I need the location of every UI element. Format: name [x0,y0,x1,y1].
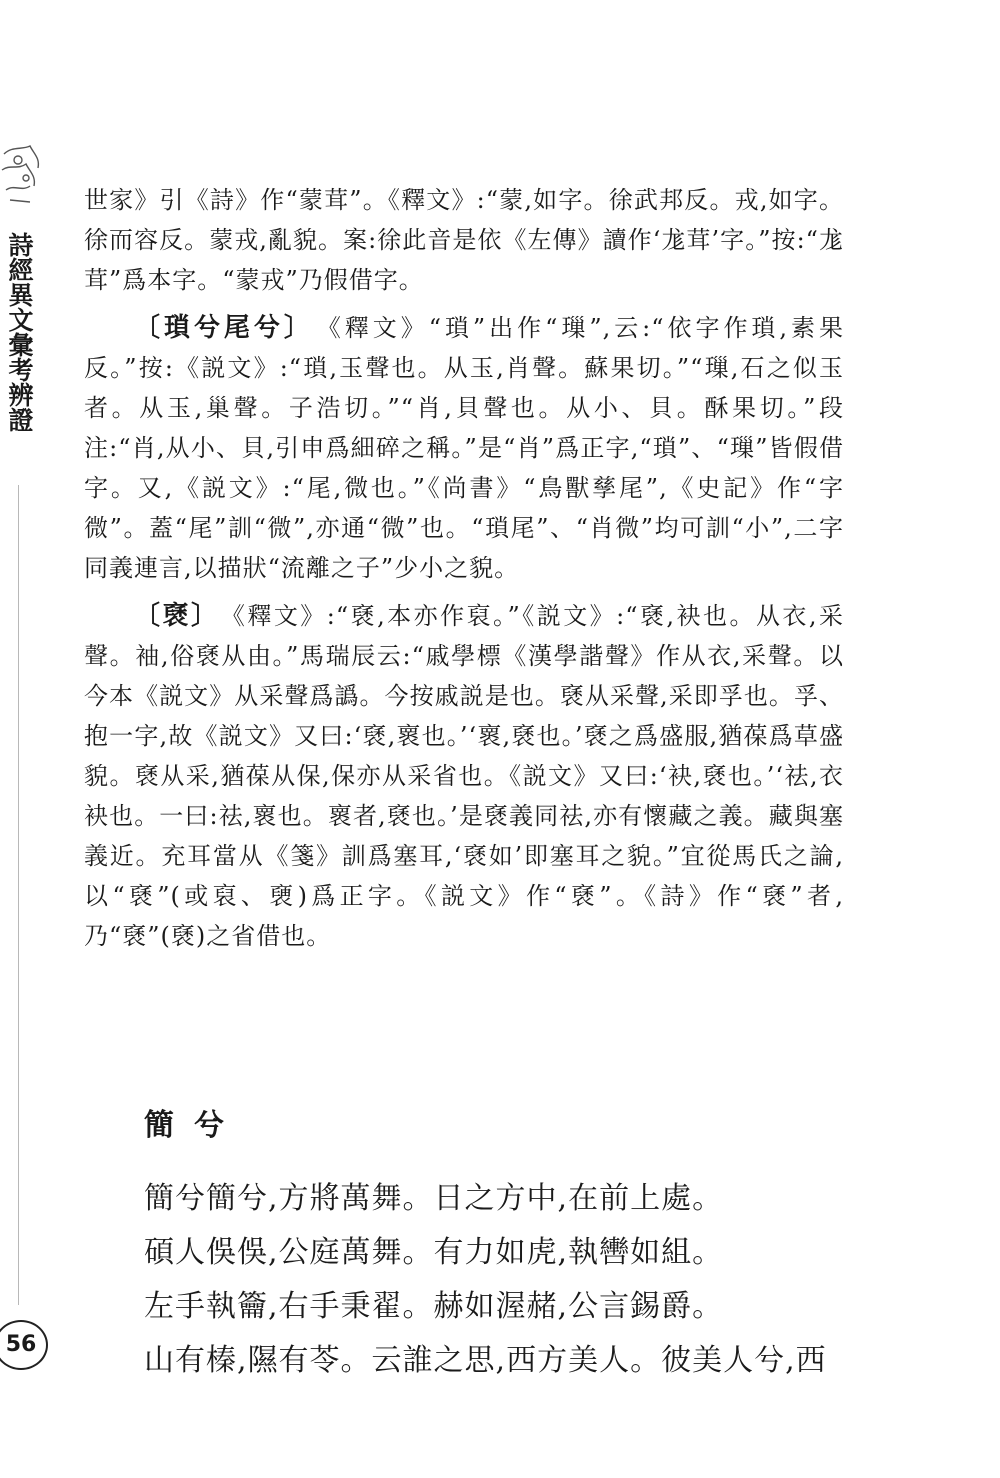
side-book-title: 詩經異文彙考辨證 [5,232,34,432]
entry-term-xiu: 〔褎〕 [134,601,207,631]
poem-line: 碩人俁俁,公庭萬舞。有力如虎,執轡如組。 [144,1235,724,1270]
poem-line: 山有榛,隰有苓。云誰之思,西方美人。彼美人兮,西 [144,1343,827,1378]
side-divider [18,485,19,1305]
page-number: 56 [0,1320,48,1370]
paragraph-2 [84,308,844,588]
paragraph-2-text: 《釋文》“瑣”出作“璅”,云:“依字作瑣,素果反。”按:《説文》:“瑣,玉聲也。从玉,肖聲。蘇果切。”“璅,石之似玉者。从玉,巢聲。子浩切。”“肖,貝聲也。从小、貝。酥果切。”段注:“肖,从小、貝,引申爲細碎之稱。”是“肖”爲正字,“瑣”、“璅”皆假借字。又,《説文》:“尾,微也。”《尚書》“鳥獸孳尾”,《史記》作“字微”。蓋“尾”訓“微”,亦通“微”也。“瑣尾”、“肖微”均可訓“小”,二字同義連言,以描狀“流離之子”少小之貌。 [84,314,844,582]
poem-line: 簡兮簡兮,方將萬舞。日之方中,在前上處。 [144,1181,724,1216]
poem-line: 左手執籥,右手秉翟。赫如渥赭,公言錫爵。 [144,1289,724,1324]
paragraph-1: 世家》引《詩》作“蒙茸”。《釋文》:“蒙,如字。徐武邦反。戎,如字。徐而容反。蒙戎,亂貌。案:徐此音是依《左傳》讀作‘尨茸’字。”按:“尨茸”爲本字。“蒙戎”乃假借字。 [84,186,844,294]
section-title: 簡兮 [144,1108,244,1143]
poem-text [144,1172,864,1388]
paragraph-3 [84,596,844,956]
commentary-body [84,180,844,956]
entry-term-suowei: 〔瑣兮尾兮〕 [134,313,301,343]
paragraph-3-text: 《釋文》:“褎,本亦作裒。”《説文》:“褎,袂也。从衣,采聲。袖,俗褎从由。”馬瑞辰云:“戚學標《漢學諧聲》作从衣,采聲。以今本《説文》从采聲爲譌。今按戚説是也。褎从采聲,采即孚也。孚、抱一字,故《説文》又曰:‘褎,褱也。’‘褱,褎也。’褎之爲盛服,猶葆爲草盛貌。褎从采,猶葆从保,保亦从采省也。《説文》又曰:‘袂,褎也。’‘祛,衣袂也。一曰:祛,褱也。褱者,褎也。’是褎義同祛,亦有懷藏之義。藏與塞義近。充耳當从《箋》訓爲塞耳,‘褎如’即塞耳之貌。”宜從馬氏之論,以“褎”(或裒、褏)爲正字。《説文》作“褎”。《詩》作“褎”者,乃“褎”(褎)之省借也。 [84,602,844,950]
seal-ornament [0,140,44,220]
